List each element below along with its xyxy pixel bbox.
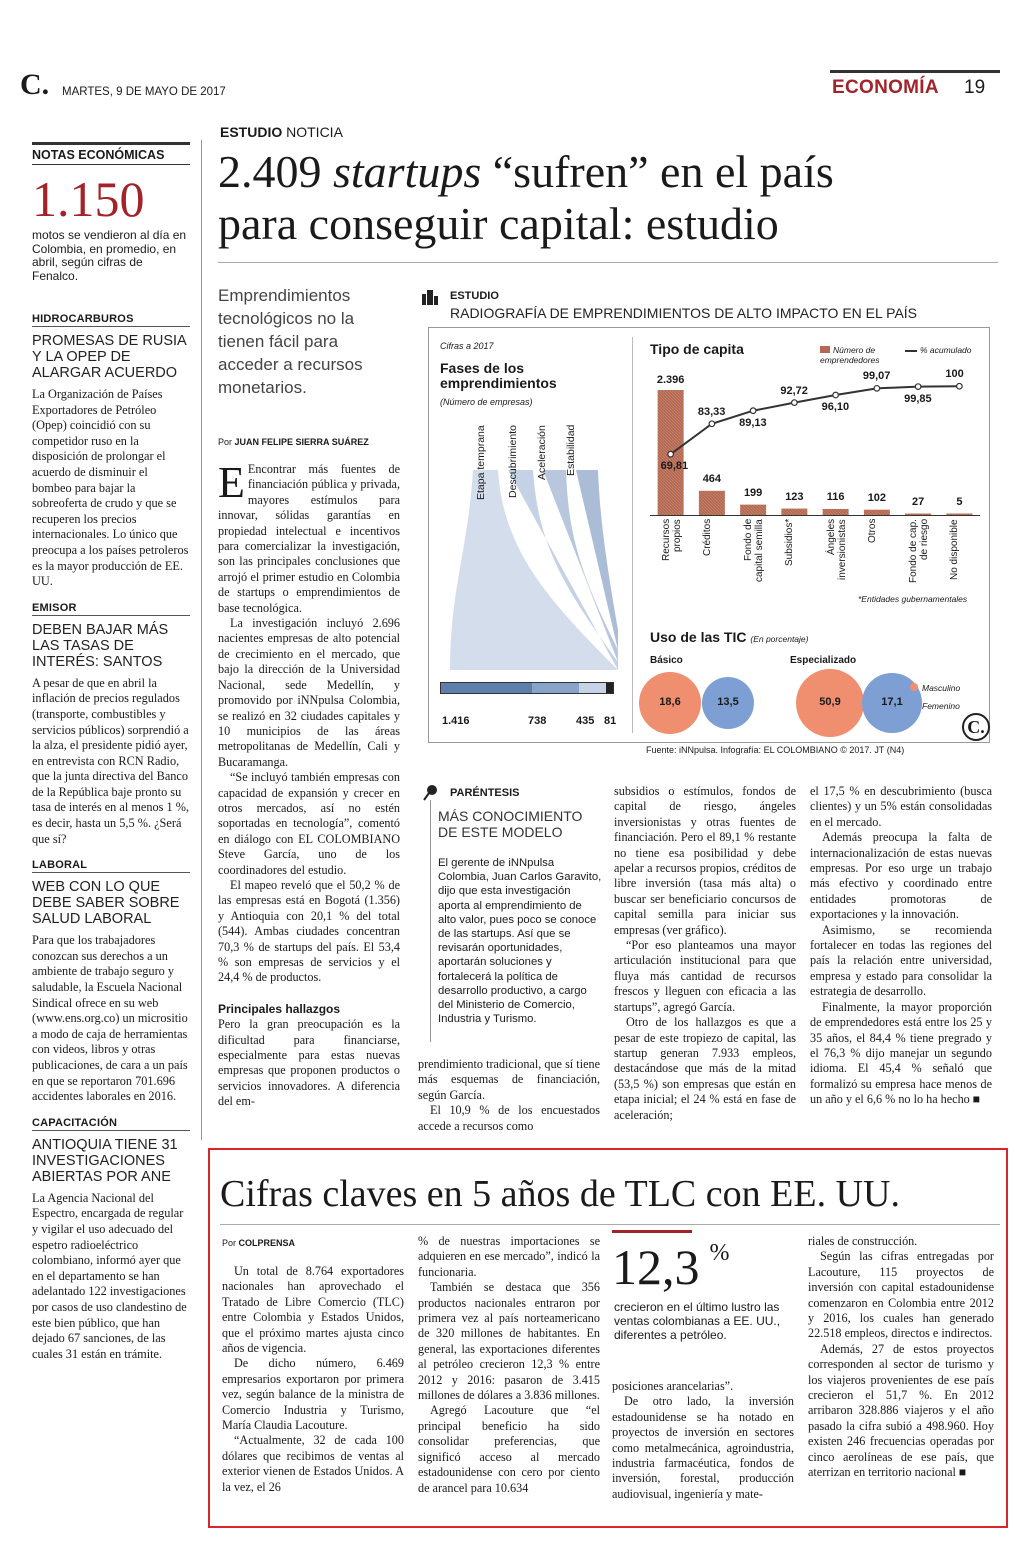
fase-segment — [441, 683, 532, 693]
brief-head: LABORAL — [32, 859, 190, 873]
col1-para — [218, 458, 400, 616]
capital-bar — [699, 491, 725, 515]
cumulative-point — [792, 400, 798, 406]
headline-rule — [218, 262, 998, 263]
big-number-text: motos se vendieron al día en Colombia, en promedio, en abril, según cifras de Fenalco. — [32, 228, 187, 283]
infographic-source: Fuente: iNNpulsa. Infografía: EL COLOMBIANO © 2017. JT (N4) — [646, 745, 905, 755]
parentesis-title: MÁS CONOCIMIENTO DE ESTE MODELO — [438, 808, 583, 840]
stat-block — [612, 1240, 730, 1294]
pct-label: 99,85 — [904, 392, 932, 405]
byline-por: Por — [218, 437, 233, 447]
chart-title: Tipo de capita — [650, 341, 744, 357]
section-name: ECONOMÍA — [832, 77, 939, 98]
headline-line2: para conseguir capital: estudio — [218, 198, 779, 249]
brief-body: La Agencia Nacional del Espectro, encargada de regular y vigilar el uso adecuado del espetro radioeléctrico colombiano, informó ayer que en el departamento se han adelantado 122 investigaciones por casos de uso clandestino de este bien público, que han dejado 67 sanciones, de las cuales 31 están en trámite. — [32, 1190, 187, 1361]
legend-line-label: % acumulado — [920, 345, 972, 355]
category-label: No disponible — [949, 519, 961, 580]
legend-bar — [820, 345, 900, 365]
byline-name: JUAN FELIPE SIERRA SUÁREZ — [234, 437, 369, 447]
article-kicker — [220, 124, 343, 140]
brief-body: A pesar de que en abril la inflación de precios regulados (transporte, combustibles y servicios públicos) sorprendió a la alza, el presidente pidió ayer, en entrevista con RCN Radio, que la junta directiva del Banco de la República baje pronto su tasa de interés en al menos 1 %, es decir, hasta un 5,5 %. ¿Será que sí? — [32, 675, 190, 846]
infographic — [420, 285, 1000, 760]
tic-bubble-label: 50,9 — [819, 696, 841, 708]
category-label: Fondo de capital semilla — [743, 519, 766, 582]
fase-label: Descubrimiento — [507, 425, 519, 498]
fase-label: Aceleración — [536, 425, 548, 480]
category-label: Recursos propios — [660, 519, 683, 562]
fase-value: 435 — [576, 715, 595, 727]
col3-para: “Por eso planteamos una mayor articulación institucional para que fluya más cantidad de recursos frescos y lleguen con eficacia a las startups”, agregó García. — [614, 938, 796, 1014]
sidebar-title: NOTAS ECONÓMICAS — [32, 142, 190, 165]
brief-body: La Organización de Países Exportadores de Petróleo (Opep) coincidió con su competidor ruso en la disposición de prolongar el acuerdo de disminuir el bombeo para bajar la sobreoferta de crudo y que se recuperen los precios internacionales. Lo único que preocupa a los países petroleros es la mayor producción de EE. UU. — [32, 387, 189, 589]
page-header — [20, 66, 1000, 106]
category-label: Ángeles inversionistas — [825, 519, 848, 580]
bar-value-label: 464 — [702, 472, 722, 485]
tlc-para: Agregó Lacouture que “el principal beneficio ha sido consolidar preferencias, que significó acceso al mercado estadounidense con cero por ciento de arancel para 10.634 — [418, 1403, 600, 1495]
pct-label: 83,33 — [697, 405, 726, 418]
fase-value: 1.416 — [442, 715, 470, 727]
fases-bar — [440, 682, 614, 694]
legend-bar-swatch — [820, 346, 830, 353]
col1-para: Pero la gran preocupación es la dificultad para financiarse, especialmente para estas nuevas empresas que proponen productos o servicios innovadores. A diferencia del em- — [218, 1017, 400, 1109]
tlc-col-2 — [418, 1234, 600, 1496]
tlc-para: Un total de 8.764 exportadores nacionales han aprovechado el Tratado de Libre Comercio (TLC) entre Colombia y Estados Unidos, que el próximo martes ajusta cinco años de vigencia. — [222, 1264, 404, 1356]
tlc-rule — [220, 1224, 1000, 1225]
tic-legend-masc — [910, 683, 960, 693]
tic-bubble-label: 18,6 — [659, 696, 681, 708]
sidebar-notas — [32, 142, 190, 1522]
infographic-divider — [632, 337, 633, 733]
article-byline — [218, 437, 369, 447]
fase-segment — [579, 683, 607, 693]
tlc-para: De dicho número, 6.469 empresarios exportaron por primera vez, según balance de la ministra de Comercio Industria y Turismo, María Claudia Lacouture. — [222, 1356, 404, 1433]
tic-title-text: Uso de las TIC — [650, 629, 747, 645]
fem-label: Femenino — [922, 701, 960, 711]
pct-label: 69,81 — [660, 460, 689, 473]
tic-title — [650, 629, 808, 645]
tlc-para: Según las cifras entregadas por Lacouture, 115 proyectos de inversión con capital estadounidense comenzaron en Colombia entre 2012 y 2016, los cuales han generado 22.518 empleos, directos e indirectos. — [808, 1249, 994, 1341]
col1-para: La investigación incluyó 2.696 nacientes empresas de alto potencial de crecimiento en el mercado, que bajo la dirección de la Universidad Nacional, sede Medellín, y promovido por iNNpulsa Colombia, se realizó en 32 ciudades capitales y 10 municipios de las áreas metropolitanas de Medellín, Cali y Bucaramanga. — [218, 616, 400, 769]
cumulative-point — [709, 421, 715, 427]
parentesis-body: El gerente de iNNpulsa Colombia, Juan Carlos Garavito, dijo que esta investigación aporta al emprendimiento de alto valor, pues poco se conoce de las startups. Así que se revisarán oportunidades, aportarán soluciones y fortalecerá la política de desarrollo productivo, a cargo del Ministerio de Comercio, Industria y Turismo. — [438, 857, 602, 1026]
tlc-col-1 — [222, 1264, 404, 1495]
category-label: Subsidios* — [784, 519, 796, 567]
tlc-col-4 — [808, 1234, 994, 1481]
col2-para: prendimiento tradicional, que sí tiene más esquemas de financiación, según García. — [418, 1057, 600, 1102]
tic-group-label: Especializado — [790, 655, 857, 666]
tlc-para: De otro lado, la inversión estadounidense se ha notado en proyectos de inversión en sectores como metalmecánica, agroindustria, industria farmacéutica, fondos de inversión, forestal, producción audiovisual, ingeniería y mate- — [612, 1394, 794, 1501]
brief-body: Para que los trabajadores conozcan sus derechos a un ambiente de trabajo seguro y saludable, la Escuela Nacional Sindical ofrece en su web (www.ens.org.co) un micrositio a modo de caja de herramientas con videos, libros y otras publicaciones, de cara a un país en que se reportaron 701.696 accidentes laborales en 2016. — [32, 933, 188, 1104]
cifras-label: Cifras a 2017 — [440, 341, 494, 351]
kicker-bold: ESTUDIO — [220, 124, 283, 140]
tic-subtitle: (En porcentaje) — [750, 634, 809, 644]
building-icon — [420, 287, 440, 307]
page-number: 19 — [964, 77, 986, 98]
pct-label: 89,13 — [739, 416, 767, 429]
cumulative-point — [750, 408, 756, 414]
cumulative-point — [668, 451, 674, 457]
bar-value-label: 102 — [867, 491, 887, 504]
tlc-box — [208, 1148, 1008, 1528]
tic-group-label: Básico — [650, 655, 683, 666]
col4-para: Finalmente, la mayor proporción de emprendedores está entre los 25 y 35 años, el 84,4 % tiene pregrado y el 76,3 % dijo manejar un segundo idioma. El 45,4 % señaló que formalizó su empresa hace menos de un año y el 6,6 % no lo ha hecho ■ — [810, 999, 992, 1107]
pct-label: 100 — [945, 368, 964, 381]
fem-swatch — [910, 701, 918, 709]
capital-bar — [740, 505, 766, 515]
fases-subtitle: (Número de empresas) — [440, 397, 533, 407]
fases-title: Fases de los emprendimientos — [440, 360, 557, 391]
bar-value-label: 27 — [912, 495, 925, 508]
tlc-col-3 — [612, 1379, 794, 1502]
fase-value: 738 — [528, 715, 547, 727]
bar-value-label: 116 — [826, 490, 845, 503]
tlc-para: “Actualmente, 32 de cada 100 dólares que recibimos de ventas al exterior vienen de Estados Unidos. A la vez, el 26 — [222, 1433, 404, 1494]
newspaper-logo: C. — [20, 68, 50, 101]
tlc-para: También se destaca que 356 productos nacionales entraron por primera vez al país norteamericano de 320 millones de habitantes. En general, las exportaciones diferentes al petróleo crecieron 12,3 % entre 2012 y 2016: pasaron de 3.415 millones de dólares a 3.836 millones. — [418, 1280, 600, 1403]
col2-para: El 10,9 % de los encuestados accede a recursos como — [418, 1103, 600, 1133]
cumulative-point — [915, 384, 921, 390]
tic-bubble-label: 13,5 — [717, 696, 739, 708]
stat-unit: % — [709, 1240, 730, 1266]
brief-head: CAPACITACIÓN — [32, 1117, 190, 1131]
article-col-4 — [810, 784, 992, 1108]
legend-line — [905, 345, 972, 355]
col4-para: el 17,5 % en descubrimiento (busca clientes) y un 5% están consolidadas en el mercado. — [810, 784, 992, 829]
stat-rule — [612, 1230, 692, 1233]
legend-line-swatch — [905, 350, 917, 352]
brief-title: ANTIOQUIA TIENE 31 INVESTIGACIONES ABIERTAS POR ANE — [32, 1136, 178, 1185]
col1-para: El mapeo reveló que el 50,2 % de las empresas está en Bogotá (1.356) y Antioquia con 20,1 % del total (544). Ambas ciudades concentran 70,3 % de startups del país. El 53,4 % son empresas de servicios y el 24,4 % de productos. — [218, 877, 400, 985]
pct-label: 92,72 — [780, 384, 808, 397]
tlc-byline-por: Por — [222, 1238, 237, 1248]
brief-title: WEB CON LO QUE DEBE SABER SOBRE SALUD LABORAL — [32, 879, 180, 928]
fase-segment — [532, 683, 578, 693]
tlc-para: Además, 27 de estos proyectos corresponden al sector de turismo y los viajeros provenientes de ese país crecieron el 51,7 %. En 2012 arribaron 328.886 viajeros y el año pasado la cifra subió a 498.960. Hoy existen 246 frecuencias operadas por cinco aerolíneas de ese país, que aterrizan en territorio nacional ■ — [808, 1341, 994, 1480]
masc-label: Masculino — [922, 683, 961, 693]
headline-italic: startups — [333, 146, 482, 197]
sidebar-divider — [201, 140, 202, 1140]
fase-segment — [606, 683, 613, 693]
infographic-title: RADIOGRAFÍA DE EMPRENDIMIENTOS DE ALTO IMPACTO EN EL PAÍS — [450, 305, 918, 321]
category-label: Fondo de cap. de riesgo — [908, 519, 931, 583]
kicker-light: NOTICIA — [286, 124, 343, 140]
headline-number: 2.409 — [218, 146, 322, 197]
fase-label: Estabilidad — [565, 425, 577, 477]
tic-legend-fem — [910, 701, 960, 711]
stat-number: 12,3 — [612, 1239, 700, 1295]
tlc-para: posiciones arancelarias”. — [612, 1379, 734, 1393]
pct-label: 96,10 — [821, 401, 850, 414]
article-deck: Emprendimientos tecnológicos no la tienen fácil para acceder a recursos monetarios. — [218, 286, 363, 397]
tlc-headline: Cifras claves en 5 años de TLC con EE. UU. — [220, 1173, 900, 1215]
stat-text: crecieron en el último lustro las ventas colombianas a EE. UU., diferentes a petróleo. — [614, 1300, 781, 1342]
lead-text: Encontrar más fuentes de financiación pública y privada, mayores estímulos para innovar, sólidas garantías en propiedad intelectual e incentivos para comercializar la investigación, son las principales conclusiones que arrojó el primer estudio en Colombia de startups o emprendimientos de base tecnológica. — [218, 462, 400, 615]
infographic-logo: C. — [962, 713, 990, 741]
legend-bar-label: Número de emprendedores — [820, 345, 880, 365]
masc-swatch — [910, 683, 918, 691]
brief-head: EMISOR — [32, 602, 190, 616]
fase-label: Etapa temprana — [475, 425, 487, 500]
parentesis-head: PARÉNTESIS — [450, 787, 520, 799]
tic-bubbles — [640, 665, 990, 735]
bar-value-label: 5 — [956, 495, 963, 508]
issue-date: MARTES, 9 DE MAYO DE 2017 — [62, 86, 226, 98]
fase-value: 81 — [604, 715, 617, 727]
headline-rest: “sufren” en el país — [492, 146, 834, 197]
bar-value-label: 199 — [743, 486, 763, 499]
col1-para: “Se incluyó también empresas con capacidad de expansión y crecer en otros mercados, así no estén soportadas en tecnología”, comentó en diálogo con EL COLOMBIANO Steve García, uno de los coordinadores del estudio. — [218, 770, 400, 877]
infographic-head: ESTUDIO — [450, 290, 499, 302]
cumulative-point — [957, 383, 963, 389]
article-col-3 — [614, 784, 796, 1123]
article-headline — [218, 146, 998, 250]
article-subhead: Principales hallazgos — [218, 1001, 341, 1016]
brief-head: HIDROCARBUROS — [32, 313, 190, 327]
article-col-2 — [418, 1057, 600, 1134]
col3-para: Otro de los hallazgos es que a pesar de este tropiezo de capital, las startup generan 7.933 empleos, destacándose que más de la mitad (53,5 %) son empresas que están en etapa inicial; el 24 % está en fase de aceleración; — [614, 1015, 796, 1122]
bar-value-label: 2.396 — [656, 374, 685, 386]
category-label: Otros — [866, 519, 878, 544]
bar-value-label: 123 — [785, 490, 804, 503]
big-number: 1.150 — [32, 171, 145, 227]
chart-baseline — [650, 515, 980, 516]
header-rule — [830, 70, 1000, 73]
drop-cap: E — [218, 458, 245, 507]
category-labels — [650, 519, 980, 595]
chart-note: *Entidades gubernamentales — [858, 594, 968, 604]
tlc-para: % de nuestras importaciones se adquieren en ese mercado”, indicó la funcionaria. — [418, 1234, 600, 1279]
cumulative-point — [833, 392, 839, 398]
col4-para: Además preocupa la falta de internacionalización de estas nuevas empresas. Por eso urge un trabajo más efectivo y coordinado entre entidades promotoras de exportaciones y la innovación. — [810, 830, 992, 922]
brief-title: DEBEN BAJAR MÁS LAS TASAS DE INTERÉS: SANTOS — [32, 621, 169, 670]
col4-para: Asimismo, se recomienda fortalecer en todas las regiones del país la relación entre universidad, empresa y estado para consolidar la estrategia de desarrollo. — [810, 922, 992, 999]
col3-para: subsidios o estímulos, fondos de capital de riesgo, ángeles inversionistas y otras fuentes de financiación. Pero el 89,1 % restante no tiene esa posibilidad y debe apelar a recursos propios, créditos de libre inversión (tasa más alta) o buscar ser beneficiario concursos de capital semilla para iniciar sus empresas (ver gráfico). — [614, 784, 796, 937]
pct-label: 99,07 — [862, 370, 891, 383]
tlc-para: riales de construcción. — [808, 1234, 918, 1248]
brief-title: PROMESAS DE RUSIA Y LA OPEP DE ALARGAR ACUERDO — [32, 333, 186, 381]
tic-bubble-label: 17,1 — [881, 696, 903, 708]
tlc-byline-name: COLPRENSA — [238, 1238, 296, 1248]
cumulative-point — [874, 386, 880, 392]
category-label: Créditos — [701, 519, 713, 557]
parentesis-box — [418, 782, 603, 1042]
tlc-byline — [222, 1238, 295, 1248]
capital-chart — [650, 365, 980, 515]
fases-funnel — [438, 430, 618, 695]
article-col-1 — [218, 458, 400, 1110]
